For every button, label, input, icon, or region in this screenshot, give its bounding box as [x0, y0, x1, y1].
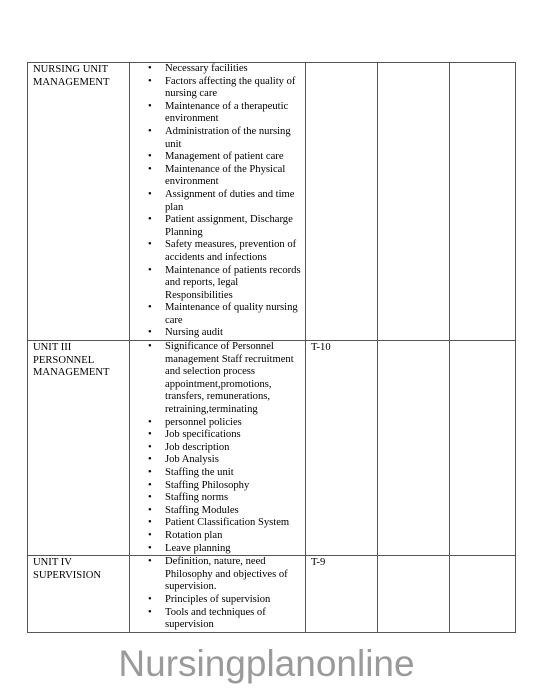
empty-cell [378, 556, 450, 633]
unit-cell [28, 63, 130, 341]
list-item: • personnel policies [165, 417, 305, 430]
unit-cell [28, 341, 130, 556]
list-item: • Nursing audit [165, 327, 305, 340]
topics-cell [130, 63, 306, 341]
unit-title: NURSING UNIT MANAGEMENT [33, 64, 110, 88]
unit-cell [28, 556, 130, 633]
list-item: • Definition, nature, need Philosophy and objectives of supervision. [165, 556, 305, 594]
list-item: • Staffing the unit [165, 467, 305, 480]
list-item: • Maintenance of a therapeutic environment [165, 101, 305, 126]
empty-cell [378, 63, 450, 341]
empty-cell [450, 341, 516, 556]
syllabus-table [27, 62, 516, 633]
list-item: • Maintenance of the Physical environment [165, 164, 305, 189]
list-item: • Necessary facilities [165, 63, 305, 76]
list-item: • Safety measures, prevention of accidents and infections [165, 239, 305, 264]
unit-title: UNIT III PERSONNEL MANAGEMENT [33, 342, 110, 379]
list-item: • Staffing Modules [165, 505, 305, 518]
list-item: • Management of patient care [165, 151, 305, 164]
list-item: • Factors affecting the quality of nursing care [165, 76, 305, 101]
list-item: • Leave planning [165, 543, 305, 556]
table-row [28, 341, 516, 556]
hours-cell: T-9 [306, 556, 378, 633]
list-item: • Administration of the nursing unit [165, 126, 305, 151]
hours-cell [306, 63, 378, 341]
list-item: • Tools and techniques of supervision [165, 607, 305, 632]
topics-cell [130, 341, 306, 556]
hours-cell: T-10 [306, 341, 378, 556]
topic-list [130, 63, 305, 340]
list-item: • Assignment of duties and time plan [165, 189, 305, 214]
list-item: • Job Analysis [165, 454, 305, 467]
list-item: • Patient assignment, Discharge Planning [165, 214, 305, 239]
topic-list [130, 556, 305, 632]
list-item: • Job description [165, 442, 305, 455]
watermark-text: Nursingplanonline [118, 643, 415, 684]
list-item: • Staffing norms [165, 492, 305, 505]
topic-list [130, 341, 305, 555]
topics-cell [130, 556, 306, 633]
list-item: • Patient Classification System [165, 517, 305, 530]
table-row [28, 63, 516, 341]
empty-cell [450, 63, 516, 341]
empty-cell [450, 556, 516, 633]
list-item: • Maintenance of quality nursing care [165, 302, 305, 327]
list-item: • Principles of supervision [165, 594, 305, 607]
list-item: • Maintenance of patients records and reports, legal Responsibilities [165, 265, 305, 303]
unit-title: UNIT IV SUPERVISION [33, 557, 102, 581]
list-item: • Staffing Philosophy [165, 480, 305, 493]
list-item: • Significance of Personnel management Staff recruitment and selection process appointment,promotions, transfers, remunerations, retraining,terminating [165, 341, 305, 417]
empty-cell [378, 341, 450, 556]
table-row [28, 556, 516, 633]
list-item: • Rotation plan [165, 530, 305, 543]
list-item: • Job specifications [165, 429, 305, 442]
